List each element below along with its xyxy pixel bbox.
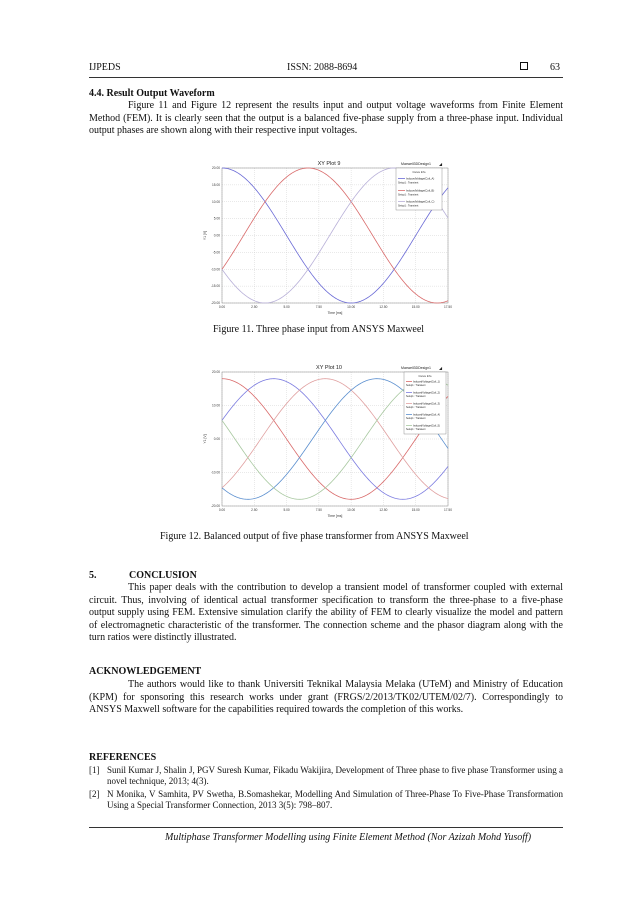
y-tick-label: -10.00: [210, 470, 220, 475]
chart-legend: [396, 168, 442, 210]
y-tick-label: 20.00: [212, 166, 220, 170]
x-tick-label: 17.50: [444, 305, 452, 309]
x-tick-label: 12.50: [379, 305, 388, 309]
reference-item: [89, 765, 563, 788]
legend-setup: Setup1 : Transient: [398, 204, 419, 208]
x-tick-label: 5.00: [283, 305, 290, 309]
section-paragraph: Figure 11 and Figure 12 represent the results input and output voltage waveforms from Finite Element Method (FEM). It is clearly seen that the output is a balanced five-phase supply from a three-phase input. Individual output phases are shown along with their respective input voltages.: [89, 100, 563, 137]
legend-header: Curve Info: [418, 374, 432, 378]
y-tick-label: 0.00: [213, 437, 220, 441]
x-tick-label: 12.50: [379, 508, 388, 512]
legend-setup: Setup1 : Transient: [406, 406, 426, 409]
legend-header: Curve Info: [412, 170, 426, 174]
references-heading: REFERENCES: [89, 752, 157, 763]
reference-text: Sunil Kumar J, Shalin J, PGV Suresh Kumar, Fikadu Wakijira, Development of Three phase to five phase Transformer using a novel technique, 2013; 4(3).: [107, 765, 563, 787]
design-label: Maxwell3DDesign1: [401, 366, 431, 370]
conclusion-heading: CONCLUSION: [129, 570, 197, 581]
plot-title: XY Plot 9: [317, 161, 341, 167]
reference-item: [89, 789, 563, 812]
y-axis-label: Y1 [V]: [203, 434, 207, 444]
y-tick-label: -5.00: [212, 250, 220, 255]
plot-title: XY Plot 10: [316, 365, 342, 371]
reference-number: [2]: [89, 789, 100, 799]
y-tick-label: -15.00: [210, 284, 220, 289]
logo-mark-icon: ◢: [439, 365, 443, 371]
legend-setup: Setup1 : Transient: [406, 384, 426, 387]
legend-setup: Setup1 : Transient: [398, 181, 419, 185]
section-heading: 4.4. Result Output Waveform: [89, 88, 215, 99]
y-tick-label: -20.00: [210, 301, 220, 305]
y-tick-label: 15.00: [212, 182, 220, 187]
legend-setup: Setup1 : Transient: [406, 428, 426, 431]
square-bullet-icon: [520, 62, 528, 70]
journal-name: IJPEDS: [89, 62, 121, 73]
x-axis-label: Time [ms]: [327, 311, 343, 315]
x-tick-label: 10.00: [347, 508, 356, 512]
acknowledgement-paragraph: The authors would like to thank Universiti Teknikal Malaysia Melaka (UTeM) and Ministry of Education (KPM) for sponsoring this research works under grant (FRGS/2/2013/TK02/UTEM/02/7). Correspondingly to ANSYS Maxwell software for the capabilities required towards the completion of this works.: [89, 679, 563, 716]
reference-number: [1]: [89, 765, 100, 775]
x-tick-label: 15.00: [411, 508, 420, 512]
page-number: 63: [550, 62, 560, 73]
x-tick-label: 7.50: [315, 305, 322, 309]
x-tick-label: 2.50: [251, 508, 258, 512]
x-tick-label: 2.50: [251, 305, 258, 309]
x-tick-label: 5.00: [283, 508, 290, 512]
x-axis-label: Time [ms]: [327, 514, 343, 518]
y-tick-label: 5.00: [213, 216, 220, 221]
y-tick-label: 20.00: [212, 370, 220, 374]
x-tick-label: 0.00: [218, 508, 226, 512]
legend-entry: InducedVoltage(Coil_B): [406, 189, 435, 193]
y-tick-label: 10.00: [212, 199, 220, 204]
legend-entry: InducedVoltage(Coil_A): [406, 177, 435, 181]
chart-legend: [404, 372, 446, 434]
x-tick-label: 0.00: [218, 305, 226, 309]
logo-mark-icon: ◢: [439, 161, 443, 167]
header-rule: [89, 77, 563, 78]
footer-rule: [89, 827, 563, 828]
x-tick-label: 15.00: [411, 305, 420, 309]
x-tick-label: 17.50: [444, 508, 452, 512]
x-tick-label: 10.00: [347, 305, 356, 309]
figure-12-caption: Figure 12. Balanced output of five phase transformer from ANSYS Maxweel: [160, 531, 469, 542]
y-axis-label: Y1 [V]: [203, 230, 207, 241]
y-tick-label: 0.00: [213, 233, 220, 238]
conclusion-number: 5.: [89, 570, 97, 581]
reference-text: N Monika, V Samhita, PV Swetha, B.Somashekar, Modelling And Simulation of Three-Phase To Five-Phase Transformation Using a Special Transformer Connection, 2013 3(5): 798–807.: [107, 789, 563, 811]
legend-entry: InducedVoltage(Coil_1): [413, 380, 440, 384]
acknowledgement-heading: ACKNOWLEDGEMENT: [89, 666, 202, 677]
legend-setup: Setup1 : Transient: [406, 417, 426, 420]
figure-12-chart: [198, 359, 460, 521]
legend-entry: InducedVoltage(Coil_3): [413, 402, 440, 406]
figure-11-caption: Figure 11. Three phase input from ANSYS Maxweel: [213, 324, 425, 335]
legend-entry: InducedVoltage(Coil_C): [406, 200, 435, 204]
legend-setup: Setup1 : Transient: [406, 395, 426, 398]
legend-entry: InducedVoltage(Coil_2): [413, 391, 440, 395]
figure-11-chart: [198, 158, 460, 318]
y-tick-label: -20.00: [210, 504, 220, 508]
legend-setup: Setup1 : Transient: [398, 193, 419, 197]
issn: ISSN: 2088-8694: [287, 62, 358, 73]
running-footer: Multiphase Transformer Modelling using Finite Element Method (Nor Azizah Mohd Yusoff): [165, 832, 532, 843]
y-tick-label: -10.00: [210, 267, 220, 272]
legend-entry: InducedVoltage(Coil_4): [413, 413, 440, 417]
design-label: Maxwell3DDesign1: [401, 162, 431, 166]
conclusion-paragraph: This paper deals with the contribution to develop a transient model of transformer coupled with external circuit. Thus, involving of identical actual transformer specification to transform the three-phase to a five-phase output supply using FEM. Extensive simulation clarify the ability of FEM to clearly visualize the model and pattern of electromagnetic characteristic of the transformer. The connection scheme and the phasor diagram along with the turn ratios were distinctly illustrated.: [89, 582, 563, 644]
y-tick-label: 10.00: [212, 403, 220, 408]
x-tick-label: 7.50: [315, 508, 322, 512]
legend-entry: InducedVoltage(Coil_5): [413, 424, 440, 428]
